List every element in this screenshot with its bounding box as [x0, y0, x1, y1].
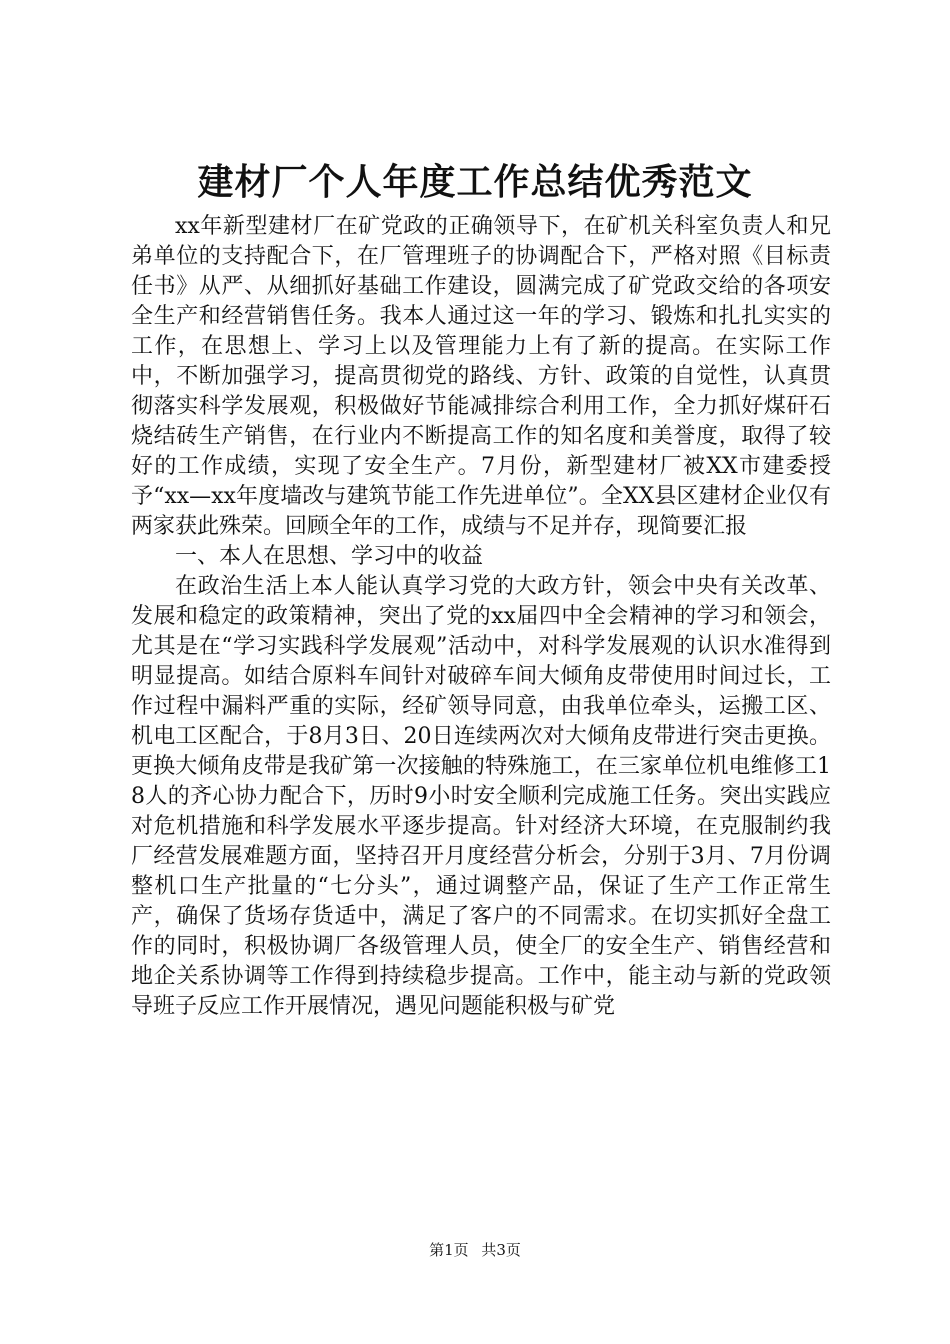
- document-body: [131, 212, 831, 1022]
- paragraph-section-1: 在政治生活上本人能认真学习党的大政方针，领会中央有关改革、发展和稳定的政策精神，突出了党的xx届四中全会精神的学习和领会，尤其是在“学习实践科学发展观”活动中，对科学发展观的认识水准得到明显提高。如结合原料车间针对破碎车间大倾角皮带使用时间过长，工作过程中漏料严重的实际，经矿领导同意，由我单位牵头，运搬工区、机电工区配合，于8月3日、20日连续两次对大倾角皮带进行突击更换。更换大倾角皮带是我矿第一次接触的特殊施工，在三家单位机电维修工18人的齐心协力配合下，历时9小时安全顺利完成施工任务。突出实践应对危机措施和科学发展水平逐步提高。针对经济大环境，在克服制约我厂经营发展难题方面，坚持召开月度经营分析会，分别于3月、7月份调整机口生产批量的“七分头”，通过调整产品，保证了生产工作正常生产，确保了货场存货适中，满足了客户的不同需求。在切实抓好全盘工作的同时，积极协调厂各级管理人员，使全厂的安全生产、销售经营和地企关系协调等工作得到持续稳步提高。工作中，能主动与新的党政领导班子反应工作开展情况，遇见问题能积极与矿党: [131, 574, 831, 1019]
- document-title: 建材厂个人年度工作总结优秀范文: [197, 161, 753, 203]
- section-heading: 一、本人在思想、学习中的收益: [175, 544, 484, 569]
- paragraph-intro: xx年新型建材厂在矿党政的正确领导下，在矿机关科室负责人和兄弟单位的支持配合下，在厂管理班子的协调配合下，严格对照《目标责任书》从严、从细抓好基础工作建设，圆满完成了矿党政交给的各项安全生产和经营销售任务。我本人通过这一年的学习、锻炼和扎扎实实的工作，在思想上、学习上以及管理能力上有了新的提高。在实际工作中，不断加强学习，提高贯彻党的路线、方针、政策的自觉性，认真贯彻落实科学发展观，积极做好节能减排综合利用工作，全力抓好煤矸石烧结砖生产销售，在行业内不断提高工作的知名度和美誉度，取得了较好的工作成绩，实现了安全生产。7月份，新型建材厂被XX市建委授予“xx—xx年度墙改与建筑节能工作先进单位”。全XX县区建材企业仅有两家获此殊荣。回顾全年的工作，成绩与不足并存，现简要汇报: [131, 214, 831, 539]
- page-number: 第1页: [429, 1241, 469, 1259]
- page-total: 共3页: [481, 1241, 521, 1259]
- page-footer: [0, 1240, 950, 1260]
